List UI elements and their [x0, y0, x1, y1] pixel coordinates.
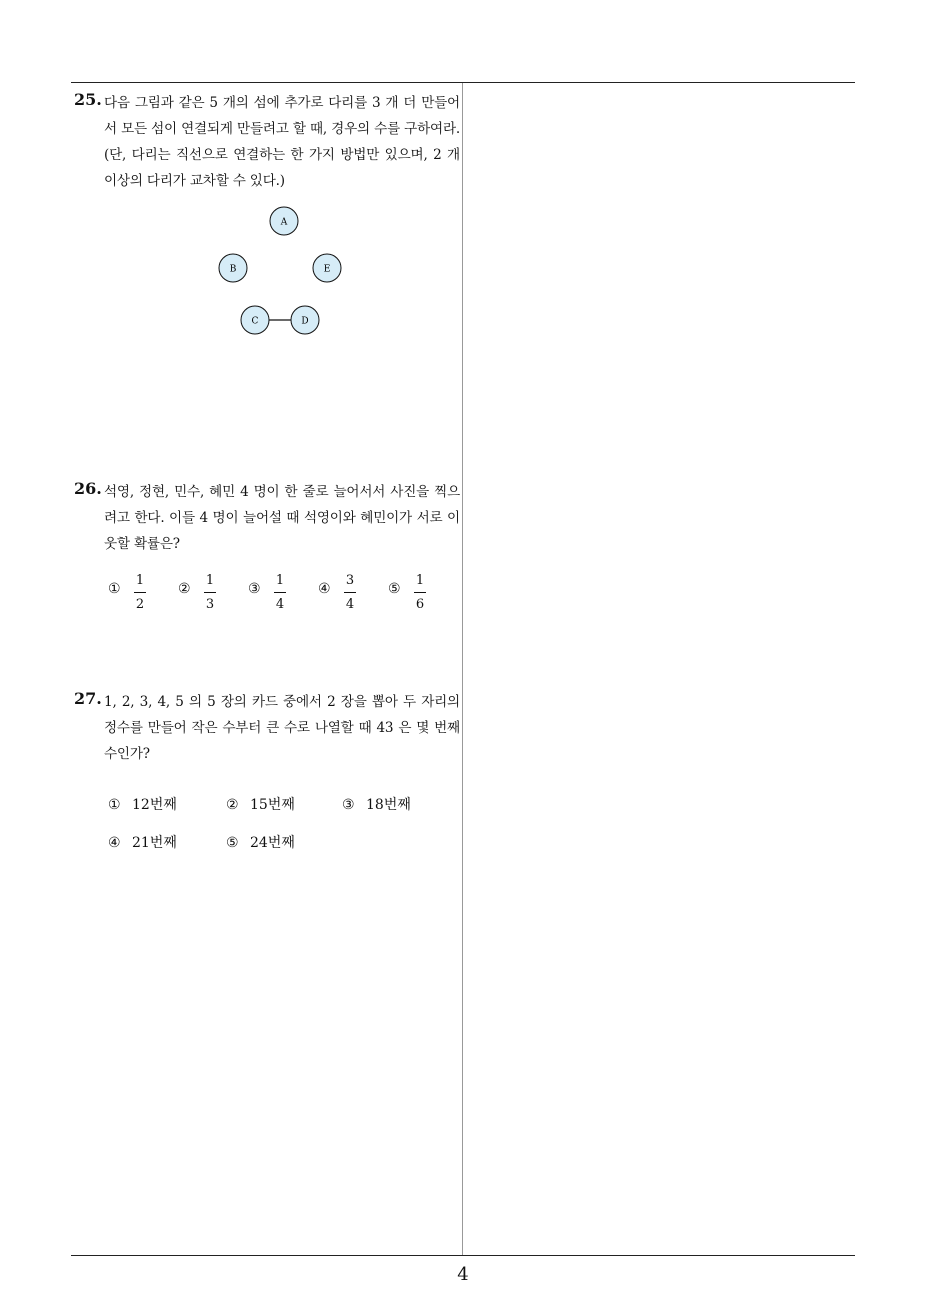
question-number: 26. [74, 479, 102, 498]
choices-26 [108, 572, 458, 616]
fraction-bar [204, 592, 216, 593]
choice-label: 21번째 [132, 835, 177, 851]
fraction-bar [344, 592, 356, 593]
fraction [274, 572, 286, 614]
question-text: 석영, 정현, 민수, 혜민 4 명이 한 줄로 늘어서서 사진을 찍으려고 한다. 이들 4 명이 늘어설 때 석영이와 혜민이가 서로 이웃할 확률은? [104, 484, 460, 552]
numerator: 3 [345, 573, 355, 588]
question-26 [74, 479, 460, 557]
choice-5[interactable] [226, 832, 295, 852]
bottom-rule [71, 1255, 855, 1256]
choice-mark: ② [178, 581, 191, 597]
denominator: 3 [205, 597, 215, 612]
question-number: 25. [74, 90, 102, 109]
choice-mark: ⑤ [226, 835, 239, 851]
choice-mark: ① [108, 797, 121, 813]
question-25 [74, 90, 460, 194]
denominator: 2 [135, 597, 145, 612]
denominator: 4 [275, 597, 285, 612]
fraction [134, 572, 146, 614]
island-c [241, 306, 269, 334]
choice-label: 12번째 [132, 797, 177, 813]
numerator: 1 [415, 573, 425, 588]
choice-label: 24번째 [250, 835, 295, 851]
denominator: 4 [345, 597, 355, 612]
choice-4[interactable] [108, 832, 177, 852]
choice-1[interactable] [108, 794, 177, 814]
fraction-bar [414, 592, 426, 593]
island-b [219, 254, 247, 282]
choice-label: 15번째 [250, 797, 295, 813]
choice-mark: ② [226, 797, 239, 813]
numerator: 1 [275, 573, 285, 588]
choice-2[interactable] [226, 794, 295, 814]
choice-mark: ④ [108, 835, 121, 851]
choice-3[interactable] [342, 794, 411, 814]
numerator: 1 [135, 573, 145, 588]
island-label: B [229, 264, 237, 275]
column-divider [462, 83, 463, 1255]
denominator: 6 [415, 597, 425, 612]
fraction [344, 572, 356, 614]
question-text: 1, 2, 3, 4, 5 의 5 장의 카드 중에서 2 장을 뽑아 두 자리의 정수를 만들어 작은 수부터 큰 수로 나열할 때 43 은 몇 번째 수인가? [104, 694, 460, 762]
numerator: 1 [205, 573, 215, 588]
choice-mark: ④ [318, 581, 331, 597]
fraction-bar [274, 592, 286, 593]
fraction-bar [134, 592, 146, 593]
island-label: C [251, 316, 259, 327]
island-label: D [301, 316, 309, 327]
question-number: 27. [74, 689, 102, 708]
fraction [204, 572, 216, 614]
island-a [270, 207, 298, 235]
choices-27 [108, 794, 458, 864]
island-label: A [280, 217, 288, 228]
top-rule [71, 82, 855, 83]
question-27 [74, 689, 460, 767]
island-d [291, 306, 319, 334]
choice-label: 18번째 [366, 797, 411, 813]
choice-mark: ① [108, 581, 121, 597]
island-e [313, 254, 341, 282]
question-text: 다음 그림과 같은 5 개의 섬에 추가로 다리를 3 개 더 만들어서 모든 섬이 연결되게 만들려고 할 때, 경우의 수를 구하여라. (단, 다리는 직선으로 연결하는 한 가지 방법만 있으며, 2 개 이상의 다리가 교차할 수 있다.) [104, 95, 460, 189]
choice-mark: ⑤ [388, 581, 401, 597]
page-number: 4 [457, 1264, 469, 1285]
choice-mark: ③ [342, 797, 355, 813]
choice-mark: ③ [248, 581, 261, 597]
fraction [414, 572, 426, 614]
islands-figure [200, 200, 350, 350]
island-label: E [323, 264, 331, 275]
